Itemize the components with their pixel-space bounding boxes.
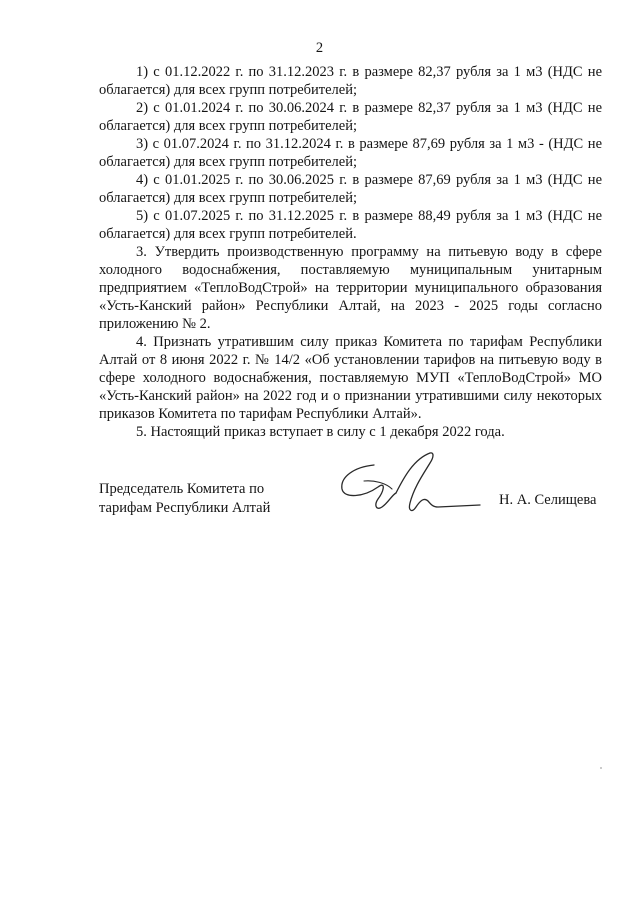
- tariff-item-4: 4) с 01.01.2025 г. по 30.06.2025 г. в размере 87,69 рубля за 1 м3 (НДС не облагается) для всех групп потребителей;: [99, 172, 602, 206]
- scan-artifact: [600, 767, 602, 769]
- handwritten-signature: [334, 447, 484, 527]
- tariff-item-5: 5) с 01.07.2025 г. по 31.12.2025 г. в размере 88,49 рубля за 1 м3 (НДС не облагается) для всех групп потребителей.: [99, 208, 602, 242]
- page-number: 2: [315, 40, 324, 56]
- document-body: [99, 63, 602, 441]
- clause-5: 5. Настоящий приказ вступает в силу с 1 декабря 2022 года.: [136, 424, 505, 440]
- signatory-name: Н. А. Селищева: [499, 492, 597, 508]
- signatory-title-line-1: Председатель Комитета по: [99, 481, 265, 497]
- tariff-item-1: 1) с 01.12.2022 г. по 31.12.2023 г. в размере 82,37 рубля за 1 м3 (НДС не облагается) для всех групп потребителей;: [99, 64, 602, 98]
- tariff-item-3: 3) с 01.07.2024 г. по 31.12.2024 г. в размере 87,69 рубля за 1 м3 - (НДС не облагается) для всех групп потребителей;: [99, 136, 602, 170]
- signatory-title: [99, 480, 270, 518]
- signatory-title-line-2: тарифам Республики Алтай: [99, 500, 271, 516]
- clause-4: 4. Признать утратившим силу приказ Комитета по тарифам Республики Алтай от 8 июня 2022 г. № 14/2 «Об установлении тарифов на питьевую воду в сфере холодного водоснабжения, поставляемую МУП «ТеплоВодСтрой» МО «Усть-Канский район» на 2022 год и о признании утратившими силу некоторых приказов Комитета по тарифам Республики Алтай».: [99, 334, 602, 422]
- clause-3: 3. Утвердить производственную программу на питьевую воду в сфере холодного водоснабжения, поставляемую муниципальным унитарным предприятием «ТеплоВодСтрой» на территории муниципального образования «Усть-Канский район» Республики Алтай, на 2023 - 2025 годы согласно приложению № 2.: [99, 244, 602, 332]
- tariff-item-2: 2) с 01.01.2024 г. по 30.06.2024 г. в размере 82,37 рубля за 1 м3 (НДС не облагается) для всех групп потребителей;: [99, 100, 602, 134]
